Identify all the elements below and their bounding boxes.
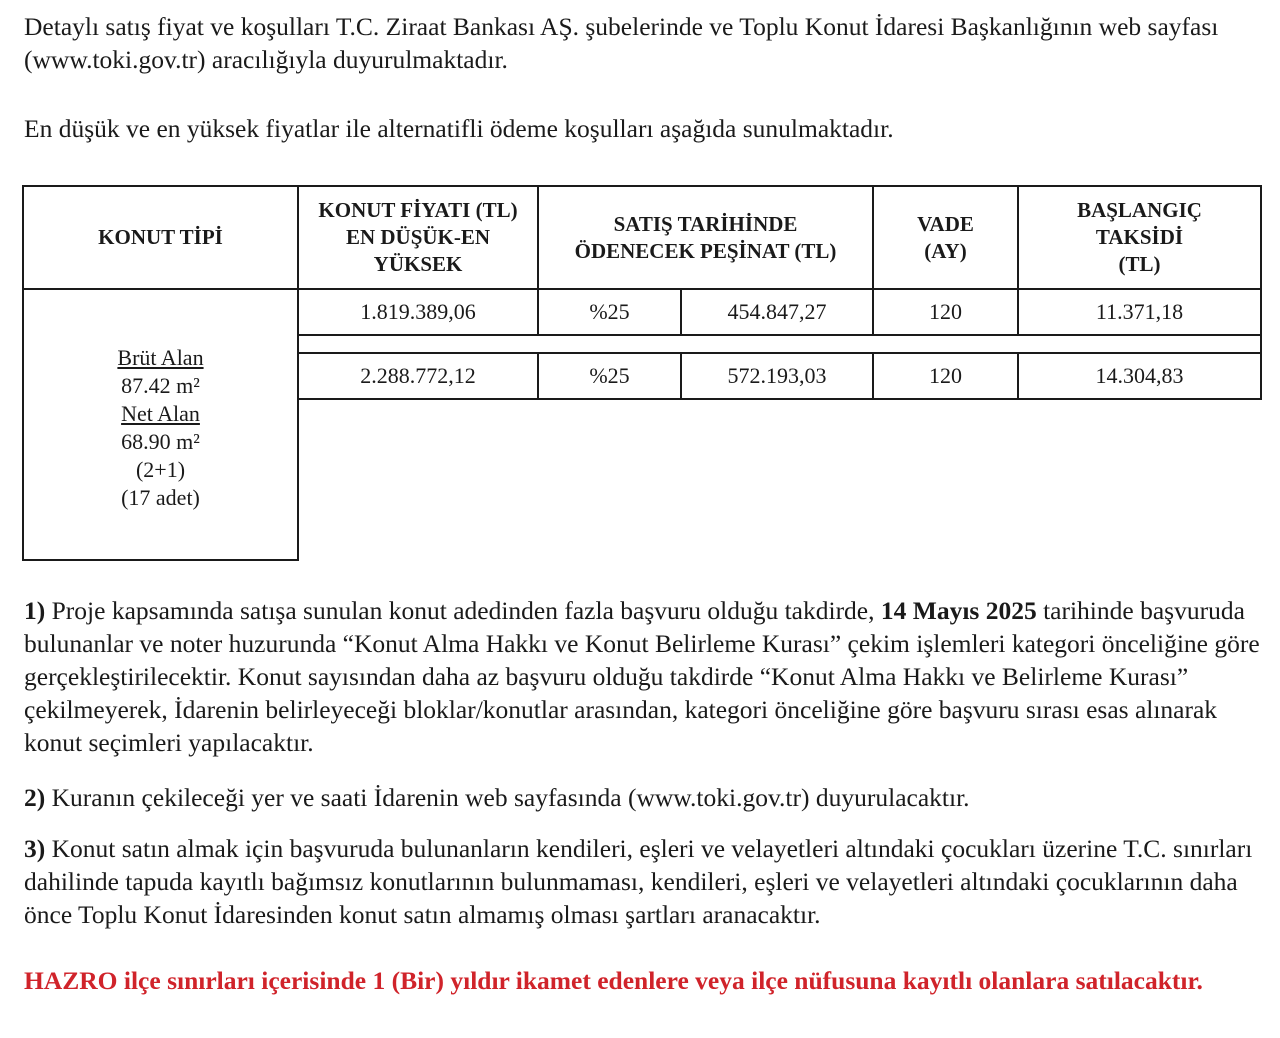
brut-alan-label: Brüt Alan bbox=[117, 345, 204, 370]
header-baslangic-taksidi: BAŞLANGIÇ TAKSİDİ (TL) bbox=[1018, 186, 1261, 289]
oran-cell: %25 bbox=[538, 353, 681, 399]
table-header-row bbox=[23, 186, 1261, 289]
note-1: 1) Proje kapsamında satışa sunulan konut adedinden fazla başvuru olduğu takdirde, 14 Mayıs 2025 tarihinde başvuruda bulunanlar ve noter huzurunda “Konut Alma Hakkı ve Konut Belirleme Kurası” çekim işlemleri kategori önceliğine göre gerçekleştirilecektir. Konut sayısından daha az başvuru olduğu takdirde “Konut Alma Hakkı ve Belirleme Kurası” çekilmeyerek, İdarenin belirleyeceği bloklar/konutlar arasından, kategori önceliğine göre başvuru sırası esas alınarak konut seçimleri yapılacaktır. bbox=[24, 596, 1260, 757]
kura-date: 14 Mayıs 2025 bbox=[880, 596, 1037, 625]
header-konut-fiyati: KONUT FİYATI (TL) EN DÜŞÜK-EN YÜKSEK bbox=[298, 186, 538, 289]
warning-text: HAZRO ilçe sınırları içerisinde 1 (Bir) yıldır ikamet edenlere veya ilçe nüfusuna kayıtlı olanlara satılacaktır. bbox=[24, 966, 1203, 995]
net-alan-value: 68.90 m² bbox=[121, 429, 200, 454]
oran-cell: %25 bbox=[538, 289, 681, 335]
intro-paragraph: Detaylı satış fiyat ve koşulları T.C. Ziraat Bankası AŞ. şubelerinde ve Toplu Konut İdaresi Başkanlığının web sayfası (www.toki.gov.tr) aracılığıyla duyurulmaktadır. bbox=[24, 12, 1219, 74]
intro-subtitle: En düşük ve en yüksek fiyatlar ile alternatifli ödeme koşulları aşağıda sunulmaktadır. bbox=[24, 114, 894, 143]
header-pesinat: SATIŞ TARİHİNDE ÖDENECEK PEŞİNAT (TL) bbox=[538, 186, 873, 289]
vade-cell: 120 bbox=[873, 289, 1018, 335]
fiyat-cell: 2.288.772,12 bbox=[298, 353, 538, 399]
price-table bbox=[22, 185, 1262, 561]
konut-adet: (17 adet) bbox=[121, 485, 200, 510]
note-3: 3) Konut satın almak için başvuruda bulunanların kendileri, eşleri ve velayetleri altındaki çocukları üzerine T.C. sınırları dahilinde tapuda kayıtlı bağımsız konutlarının bulunmaması, kendileri, eşleri ve velayetleri altındaki çocuklarının daha önce Toplu Konut İdaresinden konut satın almamış olması şartları aranacaktır. bbox=[24, 834, 1253, 929]
taksit-cell: 14.304,83 bbox=[1018, 353, 1261, 399]
brut-alan-value: 87.42 m² bbox=[121, 373, 200, 398]
fiyat-cell: 1.819.389,06 bbox=[298, 289, 538, 335]
pesinat-cell: 454.847,27 bbox=[681, 289, 873, 335]
konut-tipi-cell bbox=[23, 289, 298, 560]
note-2: 2) Kuranın çekileceği yer ve saati İdarenin web sayfasında (www.toki.gov.tr) duyurulacaktır. bbox=[24, 783, 970, 812]
table-row bbox=[23, 289, 1261, 335]
net-alan-label: Net Alan bbox=[121, 401, 200, 426]
oda-sayisi: (2+1) bbox=[135, 457, 186, 482]
pesinat-cell: 572.193,03 bbox=[681, 353, 873, 399]
header-konut-tipi: KONUT TİPİ bbox=[23, 186, 298, 289]
vade-cell: 120 bbox=[873, 353, 1018, 399]
header-vade: VADE (AY) bbox=[873, 186, 1018, 289]
taksit-cell: 11.371,18 bbox=[1018, 289, 1261, 335]
